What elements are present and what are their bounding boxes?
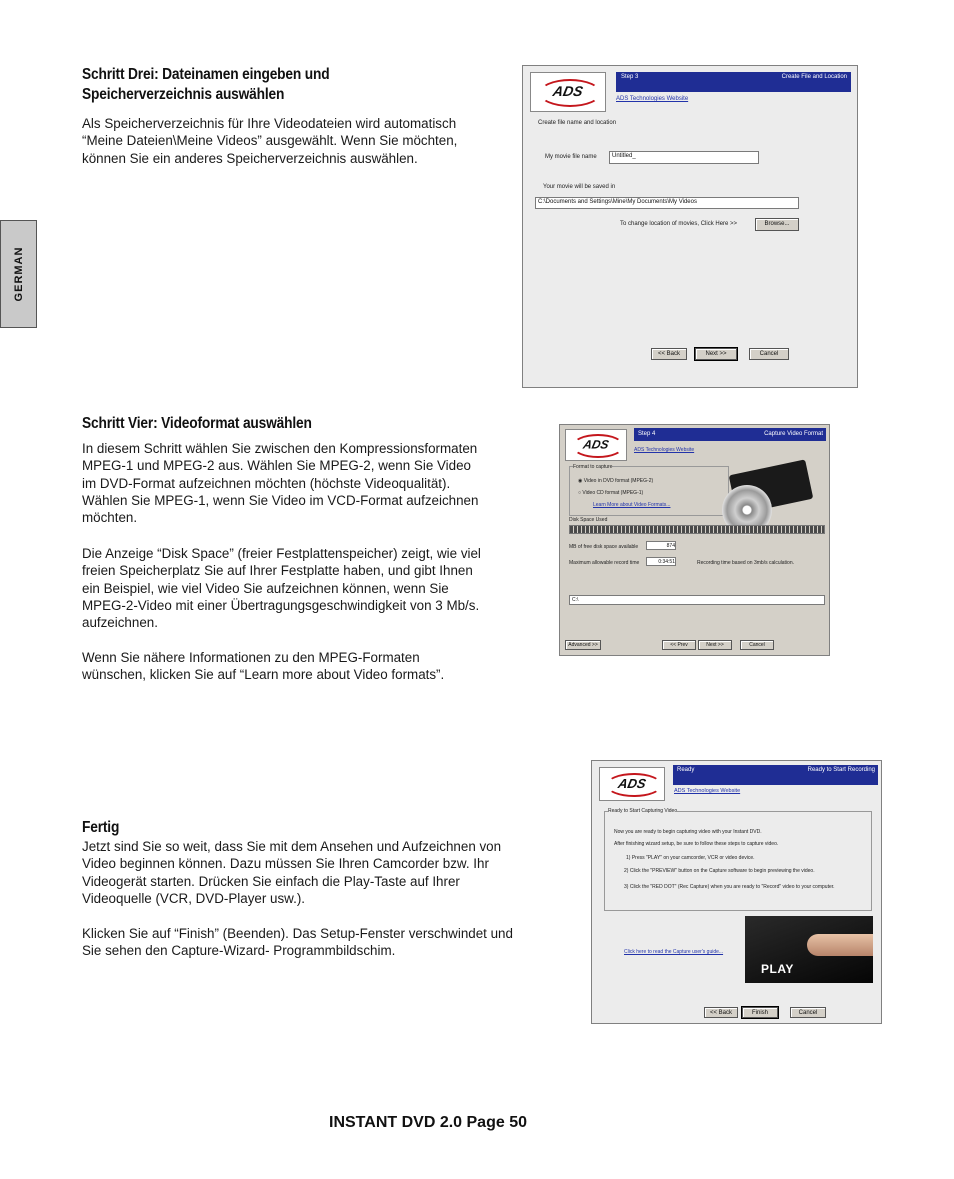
- next-button[interactable]: Next >>: [695, 348, 737, 360]
- section4-line: MPEG-2-Video mit einer Übertragungsgeschwindigkeit von 3 Mb/s.: [82, 597, 480, 613]
- section4-para2: [82, 545, 481, 631]
- play-button-photo: [745, 916, 873, 983]
- logo-text: ADS: [581, 437, 611, 452]
- logo-text: ADS: [551, 83, 585, 100]
- section3-body: [82, 115, 457, 167]
- step4-dialog-screenshot: [559, 424, 830, 656]
- section4-line: möchten.: [82, 510, 138, 526]
- location-input[interactable]: C:\Documents and Settings\Mine\My Documents\My Videos: [535, 197, 799, 209]
- ready-group-label: Ready to Start Capturing Video: [608, 808, 678, 814]
- ready-instruction-1: Now you are ready to begin capturing video with your Instant DVD.: [614, 829, 762, 835]
- section4-line: Wenn Sie nähere Informationen zu den MPEG-Formaten: [82, 650, 420, 665]
- cancel-button[interactable]: Cancel: [790, 1007, 826, 1018]
- cancel-button[interactable]: Cancel: [749, 348, 789, 360]
- dvd-format-option[interactable]: ◉ Video in DVD format (MPEG-2): [578, 478, 654, 484]
- location-label: Your movie will be saved in: [543, 184, 616, 190]
- back-button[interactable]: << Back: [651, 348, 687, 360]
- step4-titlebar: [634, 428, 826, 441]
- language-tab-label: GERMAN: [12, 246, 25, 302]
- file-name-input[interactable]: Untitled_: [609, 151, 759, 164]
- change-location-hint: To change location of movies, Click Here >>: [620, 221, 738, 227]
- section4-para3: [82, 649, 444, 684]
- ready-step-2: 2) Click the "PREVIEW" button on the Capture software to begin previewing the video.: [624, 868, 815, 874]
- vcd-format-option[interactable]: ○ Video CD format (MPEG-1): [578, 490, 644, 496]
- step4-title: Capture Video Format: [764, 431, 823, 437]
- section4-line: wünschen, klicken Sie auf “Learn more about Video formats”.: [82, 667, 445, 683]
- section3-body-line: können Sie ein anderes Speicherverzeichnis auswählen.: [82, 150, 418, 166]
- finish-button[interactable]: Finish: [742, 1007, 778, 1018]
- section4-line: In diesem Schritt wählen Sie zwischen den Kompressionsformaten: [82, 441, 478, 456]
- step4-step-label: Step 4: [638, 431, 656, 437]
- path-field[interactable]: C:\: [569, 595, 825, 605]
- disk-space-label: Disk Space Used: [569, 517, 608, 523]
- finger-illustration: [807, 934, 873, 956]
- ready-titlebar: [673, 765, 878, 785]
- section5-line: Sie sehen den Capture-Wizard- Programmbildschim.: [82, 943, 396, 959]
- section5-line: Videoquelle (VCR, DVD-Player usw.).: [82, 890, 306, 906]
- website-link[interactable]: ADS Technologies Website: [674, 788, 741, 794]
- website-link[interactable]: ADS Technologies Website: [616, 96, 689, 102]
- section5-line: Videogerät starten. Drücken Sie einfach die Play-Taste auf Ihrer: [82, 873, 460, 889]
- ready-dialog-screenshot: [591, 760, 882, 1024]
- section5-para2: [82, 925, 513, 960]
- section4-line: im DVD-Format aufzeichnen möchten (höchste Videoqualität).: [82, 475, 451, 491]
- section4-line: freien Speicherplatz Sie auf Ihrer Festplatte haben, und gibt Ihnen: [82, 563, 473, 579]
- learn-more-link[interactable]: Learn More about Video Formats...: [593, 502, 671, 508]
- section5-line: Jetzt sind Sie so weit, dass Sie mit dem Ansehen und Aufzeichnen von: [82, 839, 502, 854]
- section5-para1: [82, 838, 501, 907]
- step3-dialog-screenshot: [522, 65, 858, 388]
- section5-line: Klicken Sie auf “Finish” (Beenden). Das Setup-Fenster verschwindet und: [82, 926, 513, 941]
- section4-line: Wählen Sie MPEG-1, wenn Sie Video im VCD-Format aufzeichnen: [82, 492, 479, 508]
- browse-button[interactable]: Browse...: [755, 218, 799, 231]
- section3-body-line: “Meine Dateien\Meine Videos” ausgewählt. Wenn Sie möchten,: [82, 133, 458, 149]
- ready-instruction-2: After finishing wizard setup, be sure to follow these steps to capture video.: [614, 841, 779, 847]
- file-name-label: My movie file name: [545, 154, 597, 160]
- section4-line: ein Beispiel, wie viel Video Sie aufzeichnen können, wenn Sie: [82, 580, 449, 596]
- step3-titlebar: [616, 72, 851, 92]
- ads-logo: [599, 767, 665, 801]
- section4-para1: [82, 440, 478, 526]
- section3-heading-line1: Schritt Drei: Dateinamen eingeben und: [82, 66, 330, 83]
- ads-logo: [530, 72, 606, 112]
- ready-title: Ready to Start Recording: [807, 767, 875, 773]
- advanced-button[interactable]: Advanced >>: [565, 640, 601, 650]
- free-space-value: 874: [646, 541, 676, 550]
- website-link[interactable]: ADS Technologies Website: [634, 447, 695, 453]
- logo-text: ADS: [616, 775, 648, 791]
- ready-step-3: 3) Click the "RED DOT" (Rec Capture) when you are ready to "Record" video to your computer.: [624, 884, 835, 890]
- section4-heading: Schritt Vier: Videoformat auswählen: [82, 415, 312, 432]
- disk-space-bar: [569, 525, 825, 534]
- cancel-button[interactable]: Cancel: [740, 640, 774, 650]
- ready-step-1: 1) Press "PLAY" on your camcorder, VCR or video device.: [626, 855, 755, 861]
- group-label: Create file name and location: [538, 120, 617, 126]
- next-button[interactable]: Next >>: [698, 640, 732, 650]
- format-group-label: Format to capture: [573, 464, 613, 470]
- section3-heading-line2: Speicherverzeichnis auswählen: [82, 86, 285, 103]
- page-footer: INSTANT DVD 2.0 Page 50: [329, 1114, 527, 1131]
- section4-line: Die Anzeige “Disk Space” (freier Festplattenspeicher) zeigt, wie viel: [82, 546, 481, 561]
- play-button-label: PLAY: [761, 962, 794, 976]
- free-space-label: MB of free disk space available: [569, 544, 639, 550]
- vcd-format-label: Video CD format (MPEG-1): [582, 490, 644, 496]
- max-record-value: 0:34:51: [646, 557, 676, 566]
- language-tab: [0, 220, 37, 328]
- section5-line: Video beginnen können. Dazu müssen Sie Ihren Camcorder bzw. Ihr: [82, 856, 489, 872]
- rate-note: Recording time based on 3mb/s calculation.: [697, 560, 794, 566]
- section3-heading: [82, 65, 329, 105]
- max-record-label: Maximum allowable record time: [569, 560, 640, 566]
- back-button[interactable]: << Back: [704, 1007, 738, 1018]
- section4-line: MPEG-1 und MPEG-2 aus. Wählen Sie MPEG-2, wenn Sie Video: [82, 458, 472, 474]
- ready-step-label: Ready: [677, 767, 695, 773]
- dvd-format-label: Video in DVD format (MPEG-2): [583, 478, 654, 484]
- users-guide-link[interactable]: Click here to read the Capture user's guide...: [624, 949, 724, 955]
- step3-title: Create File and Location: [781, 74, 847, 80]
- section3-body-line: Als Speicherverzeichnis für Ihre Videodateien wird automatisch: [82, 116, 457, 131]
- ads-logo: [565, 429, 627, 461]
- prev-button[interactable]: << Prev: [662, 640, 696, 650]
- step3-step-label: Step 3: [621, 74, 639, 80]
- section4-line: aufzeichnen.: [82, 615, 158, 631]
- section5-heading: Fertig: [82, 819, 120, 836]
